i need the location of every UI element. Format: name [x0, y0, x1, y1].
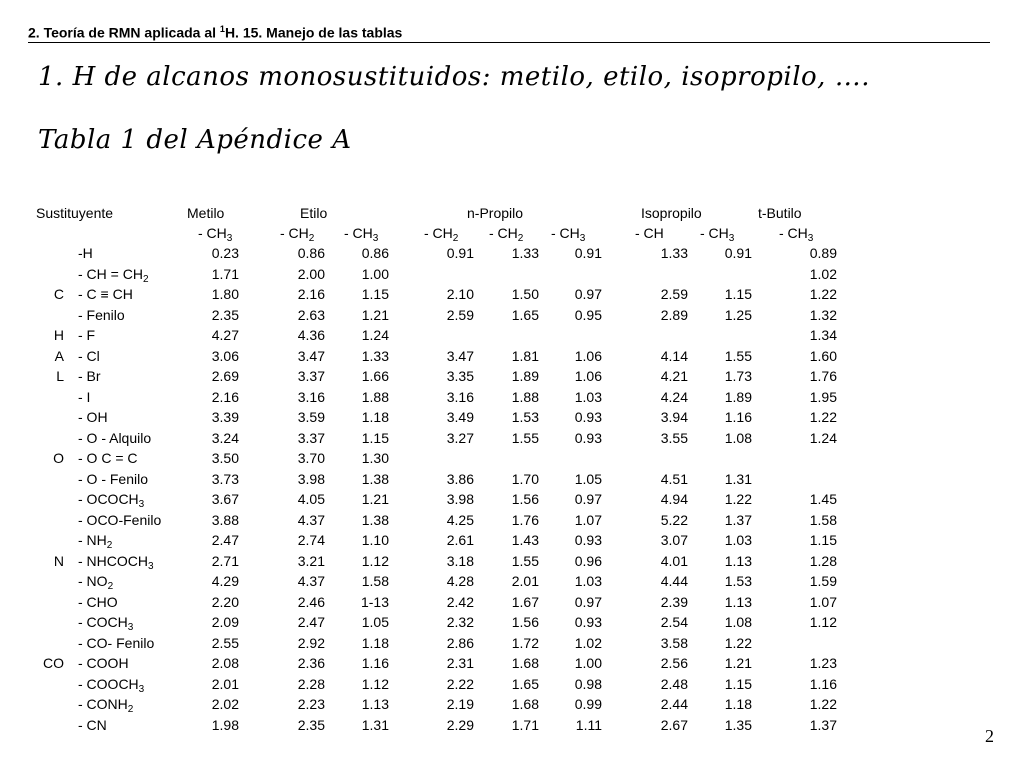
table-cell: 2.32	[446, 614, 474, 630]
table-cell: 4.44	[660, 573, 688, 589]
table-cell: 2.61	[446, 532, 474, 548]
table-cell: 4.27	[211, 327, 239, 343]
table-cell: 1.38	[361, 470, 389, 487]
table-cell: 1.06	[574, 368, 602, 384]
table-cell: 2.67	[660, 716, 688, 733]
table-cell: 1.89	[511, 368, 539, 384]
table-cell: 1.68	[511, 655, 539, 671]
substituent-label: - Fenilo	[78, 306, 125, 323]
table-cell: 0.91	[446, 245, 474, 261]
table-cell: 1.16	[809, 675, 837, 692]
table-cell: 3.35	[446, 368, 474, 384]
table-cell: 1.53	[724, 573, 752, 589]
table-cell: 2.31	[446, 655, 474, 671]
table-cell: 1.02	[809, 265, 837, 282]
table-cell: 4.01	[660, 552, 688, 569]
table-cell: 2.01	[211, 675, 239, 692]
column-subheader: - $CH_3$	[779, 225, 814, 244]
table-cell: 0.99	[574, 696, 602, 712]
table-cell: 1.05	[574, 470, 602, 487]
table-cell: 1.16	[361, 655, 389, 671]
table-cell: 1.00	[574, 655, 602, 671]
table-cell: 1.53	[511, 409, 539, 425]
table-cell: 2.63	[297, 306, 325, 323]
table-cell: 1.72	[511, 634, 539, 651]
table-cell: 1.07	[574, 511, 602, 528]
table-cell: 2.92	[297, 634, 325, 651]
table-cell: 2.35	[297, 716, 325, 733]
table-cell: 0.89	[809, 245, 837, 261]
table-cell: 2.86	[446, 634, 474, 651]
table-cell: 1.33	[361, 347, 389, 364]
table-cell: 3.98	[297, 470, 325, 487]
column-subheader: - $CH_2$	[424, 225, 459, 244]
table-cell: 0.97	[574, 593, 602, 610]
group-side-label: L	[56, 368, 64, 384]
substituent-label: - CN	[78, 716, 107, 733]
table-cell: 0.98	[574, 675, 602, 692]
substituent-label: - $OCOCH_3$	[78, 491, 145, 510]
table-cell: 1.33	[511, 245, 539, 261]
table-cell: 3.16	[446, 388, 474, 405]
table-cell: 1.15	[361, 286, 389, 302]
table-cell: 2.42	[446, 593, 474, 610]
table-cell: 2.47	[297, 614, 325, 630]
table-cell: 1.33	[660, 245, 688, 261]
table-cell: 2.28	[297, 675, 325, 692]
table-cell: 3.24	[211, 429, 239, 446]
table-cell: 4.36	[297, 327, 325, 343]
substituent-label: - I	[78, 388, 91, 405]
table-cell: 4.24	[660, 388, 688, 405]
table-cell: 2.16	[211, 388, 239, 405]
table-cell: 0.93	[574, 409, 602, 425]
table-cell: 2.10	[446, 286, 474, 302]
table-cell: 1.18	[361, 409, 389, 425]
table-cell: 2.71	[211, 552, 239, 569]
table-cell: 2.48	[660, 675, 688, 692]
table-cell: 1.59	[809, 573, 837, 589]
group-side-label: A	[54, 347, 64, 364]
table-cell: 2.74	[297, 532, 325, 548]
table-cell: 1.98	[211, 716, 239, 733]
table-cell: 1.68	[511, 696, 539, 712]
table-cell: 3.67	[211, 491, 239, 507]
column-subheader: - $CH_3$	[198, 225, 233, 244]
table-cell: 1.55	[511, 429, 539, 446]
table-cell: 3.73	[211, 470, 239, 487]
substituent-label: - C ≡ CH	[78, 286, 133, 302]
table-cell: 1.89	[724, 388, 752, 405]
table-cell: 4.37	[297, 573, 325, 589]
substituent-label: - Cl	[78, 347, 100, 364]
table-cell: 1.60	[809, 347, 837, 364]
table-cell: 1.70	[511, 470, 539, 487]
table-cell: 3.47	[446, 347, 474, 364]
table-cell: 4.14	[660, 347, 688, 364]
table-cell: 1.45	[809, 491, 837, 507]
table-cell: 3.94	[660, 409, 688, 425]
table-cell: 1.25	[724, 306, 752, 323]
table-cell: 1.23	[809, 655, 837, 671]
table-cell: 2.69	[211, 368, 239, 384]
table-cell: 1.13	[361, 696, 389, 712]
table-cell: 1.22	[724, 634, 752, 651]
table-cell: 3.55	[660, 429, 688, 446]
substituent-label: - Br	[78, 368, 101, 384]
table-cell: 1.12	[361, 552, 389, 569]
header-text: 2. Teoría de RMN aplicada al	[28, 24, 220, 41]
table-cell: 1.31	[361, 716, 389, 733]
table-cell: 5.22	[660, 511, 688, 528]
substituent-label: - O C = C	[78, 450, 138, 466]
group-header-isopropilo: Isopropilo	[641, 205, 702, 221]
table-cell: 3.39	[211, 409, 239, 425]
table-cell: 0.97	[574, 286, 602, 302]
table-cell: 2.55	[211, 634, 239, 651]
table-cell: 2.23	[297, 696, 325, 712]
table-cell: 4.05	[297, 491, 325, 507]
table-cell: 4.37	[297, 511, 325, 528]
table-cell: 2.22	[446, 675, 474, 692]
table-cell: 1.18	[361, 634, 389, 651]
table-cell: 2.59	[446, 306, 474, 323]
substituent-label: - CHO	[78, 593, 118, 610]
table-cell: 2.08	[211, 655, 239, 671]
column-subheader: - $CH_2$	[489, 225, 524, 244]
table-cell: 1.88	[361, 388, 389, 405]
substituent-label: - $CONH_2$	[78, 696, 134, 715]
table-cell: 2.00	[297, 265, 325, 282]
table-cell: 1.15	[809, 532, 837, 548]
table-cell: 1.35	[724, 716, 752, 733]
table-cell: 2.47	[211, 532, 239, 548]
table-cell: 1.07	[809, 593, 837, 610]
header-text-end: H. 15. Manejo de las tablas	[224, 24, 403, 41]
table-cell: 2.89	[660, 306, 688, 323]
substituent-label: - $NH_2$	[78, 532, 113, 551]
table-cell: 1.34	[809, 327, 837, 343]
table-cell: 0.95	[574, 306, 602, 323]
table-cell: 1-13	[360, 593, 389, 610]
table-cell: 2.19	[446, 696, 474, 712]
table-cell: 1.30	[361, 450, 389, 466]
table-cell: 3.88	[211, 511, 239, 528]
table-cell: 1.56	[511, 614, 539, 630]
table-cell: 0.96	[574, 552, 602, 569]
table-cell: 1.32	[809, 306, 837, 323]
group-side-label: CO	[43, 655, 64, 671]
substituent-label: - $NHCOCH_3$	[78, 552, 154, 572]
group-header-tbutilo: t-Butilo	[758, 205, 802, 221]
table-cell: 3.06	[211, 347, 239, 364]
table-cell: 1.16	[724, 409, 752, 425]
table-cell: 3.47	[297, 347, 325, 364]
table-cell: 3.37	[297, 368, 325, 384]
table-cell: 1.03	[574, 388, 602, 405]
table-cell: 3.98	[446, 491, 474, 507]
table-cell: 1.11	[575, 716, 602, 733]
table-cell: 1.55	[511, 552, 539, 569]
table-cell: 1.65	[511, 675, 539, 692]
column-subheader: - $CH_2$	[280, 225, 315, 244]
group-side-label: C	[53, 286, 64, 302]
table-cell: 1.18	[724, 696, 752, 712]
table-cell: 1.67	[511, 593, 539, 610]
table-cell: 4.21	[660, 368, 688, 384]
group-header-npropilo: n-Propilo	[467, 205, 524, 221]
substituent-label: - O - Fenilo	[78, 470, 149, 487]
table-cell: 2.20	[211, 593, 239, 610]
substituent-label: - COOH	[78, 655, 129, 671]
table-cell: 4.51	[660, 470, 688, 487]
table-cell: 1.22	[809, 409, 837, 425]
table-cell: 3.50	[211, 450, 239, 466]
table-cell: 3.21	[297, 552, 325, 569]
table-cell: 1.06	[574, 347, 602, 364]
table-cell: 1.76	[809, 368, 837, 384]
table-cell: 3.18	[446, 552, 474, 569]
table-cell: 1.10	[361, 532, 389, 548]
substituent-label: - F	[78, 327, 96, 343]
table-cell: 1.21	[361, 491, 389, 507]
table-cell: 1.88	[511, 388, 539, 405]
column-subheader: - $CH_3$	[344, 225, 379, 244]
substituent-label: - O - Alquilo	[78, 429, 152, 446]
table-cell: 3.16	[297, 388, 325, 405]
table-cell: 1.05	[361, 614, 389, 630]
table-cell: 1.58	[361, 573, 389, 589]
table-cell: 1.37	[809, 716, 837, 733]
group-header-etilo: Etilo	[300, 205, 328, 221]
table-cell: 3.37	[297, 429, 325, 446]
group-header-metilo: Metilo	[187, 205, 225, 221]
table-cell: 2.56	[660, 655, 688, 671]
table-reference-title: Tabla 1 del Apéndice A	[38, 125, 352, 155]
table-cell: 4.94	[660, 491, 688, 507]
table-cell: 0.93	[574, 614, 602, 630]
table-cell: 3.58	[660, 634, 688, 651]
table-cell: 1.43	[511, 532, 539, 548]
table-cell: 4.29	[211, 573, 239, 589]
group-side-label: H	[53, 327, 64, 343]
table-cell: 2.59	[660, 286, 688, 302]
table-cell: 1.21	[724, 655, 752, 671]
table-cell: 0.86	[297, 245, 325, 261]
table-cell: 1.22	[809, 696, 837, 712]
table-cell: 2.39	[660, 593, 688, 610]
table-cell: 1.76	[511, 511, 539, 528]
table-cell: 2.01	[511, 573, 539, 589]
page-number: 2	[985, 726, 994, 746]
table-cell: 1.80	[211, 286, 239, 302]
table-cell: 1.02	[574, 634, 602, 651]
column-subheader: - $CH_3$	[551, 225, 586, 244]
table-cell: 1.71	[511, 716, 539, 733]
table-cell: 1.12	[361, 675, 389, 692]
table-cell: 3.49	[446, 409, 474, 425]
substituent-label: - $COCH_3$	[78, 614, 134, 633]
table-cell: 1.71	[211, 265, 239, 282]
table-cell: 2.35	[211, 306, 239, 323]
table-cell: 1.58	[809, 511, 837, 528]
table-cell: 3.07	[660, 532, 688, 548]
table-cell: 0.23	[211, 245, 239, 261]
table-cell: 1.15	[724, 675, 752, 692]
group-side-label: N	[53, 552, 64, 569]
table-cell: 2.29	[446, 716, 474, 733]
column-subheader: - $CH_3$	[700, 225, 735, 244]
substituent-label: - CH = $CH_2$	[78, 265, 149, 285]
table-cell: 3.70	[297, 450, 325, 466]
table-cell: 2.44	[660, 696, 688, 712]
substituent-label: - $NO_2$	[78, 573, 114, 592]
table-cell: 1.28	[809, 552, 837, 569]
table-cell: 1.03	[574, 573, 602, 589]
table-cell: 4.28	[446, 573, 474, 589]
table-cell: 1.73	[724, 368, 752, 384]
table-cell: 0.91	[574, 245, 602, 261]
table-cell: 1.55	[724, 347, 752, 364]
slide-title: 1. H de alcanos monosustituidos: metilo, etilo, isopropilo, ….	[38, 62, 870, 92]
table-cell: 2.46	[297, 593, 325, 610]
table-cell: 1.56	[511, 491, 539, 507]
column-subheader: - CH	[635, 225, 664, 241]
table-cell: 1.08	[724, 429, 752, 446]
table-cell: 1.12	[809, 614, 837, 630]
table-cell: 1.15	[724, 286, 752, 302]
table-cell: 1.22	[809, 286, 837, 302]
table-cell: 2.02	[211, 696, 239, 712]
table-cell: 1.38	[361, 511, 389, 528]
table-cell: 1.31	[724, 470, 752, 487]
table-cell: 0.97	[574, 491, 602, 507]
substituent-label: - OH	[78, 409, 108, 425]
substituent-label: -H	[78, 245, 93, 261]
table-cell: 1.81	[511, 347, 539, 364]
table-cell: 0.93	[574, 429, 602, 446]
table-cell: 1.00	[361, 265, 389, 282]
group-header-sustituyente: Sustituyente	[36, 205, 114, 221]
table-cell: 1.65	[511, 306, 539, 323]
table-cell: 1.15	[361, 429, 389, 446]
table-cell: 1.24	[361, 327, 389, 343]
substituent-label: - $COOCH_3$	[78, 675, 145, 695]
table-cell: 1.66	[361, 368, 389, 384]
substituent-label: - CO- Fenilo	[78, 634, 155, 651]
table-cell: 1.21	[361, 306, 389, 323]
group-side-label: O	[53, 450, 64, 466]
substituent-label: - OCO-Fenilo	[78, 511, 162, 528]
header-superscript: 1	[219, 24, 225, 34]
table-cell: 3.27	[446, 429, 474, 446]
table-cell: 1.13	[724, 593, 752, 610]
table-cell: 4.25	[446, 511, 474, 528]
table-cell: 3.59	[297, 409, 325, 425]
table-cell: 1.24	[809, 429, 837, 446]
table-cell: 2.36	[297, 655, 325, 671]
table-cell: 1.37	[724, 511, 752, 528]
table-cell: 1.03	[724, 532, 752, 548]
table-cell: 1.22	[724, 491, 752, 507]
table-cell: 1.13	[724, 552, 752, 569]
table-cell: 1.95	[809, 388, 837, 405]
table-cell: 1.50	[511, 286, 539, 302]
table-cell: 2.16	[297, 286, 325, 302]
table-cell: 1.08	[724, 614, 752, 630]
table-cell: 3.86	[446, 470, 474, 487]
table-cell: 2.09	[211, 614, 239, 630]
table-cell: 0.91	[724, 245, 752, 261]
table-cell: 0.86	[361, 245, 389, 261]
table-cell: 2.54	[660, 614, 688, 630]
table-cell: 0.93	[574, 532, 602, 548]
